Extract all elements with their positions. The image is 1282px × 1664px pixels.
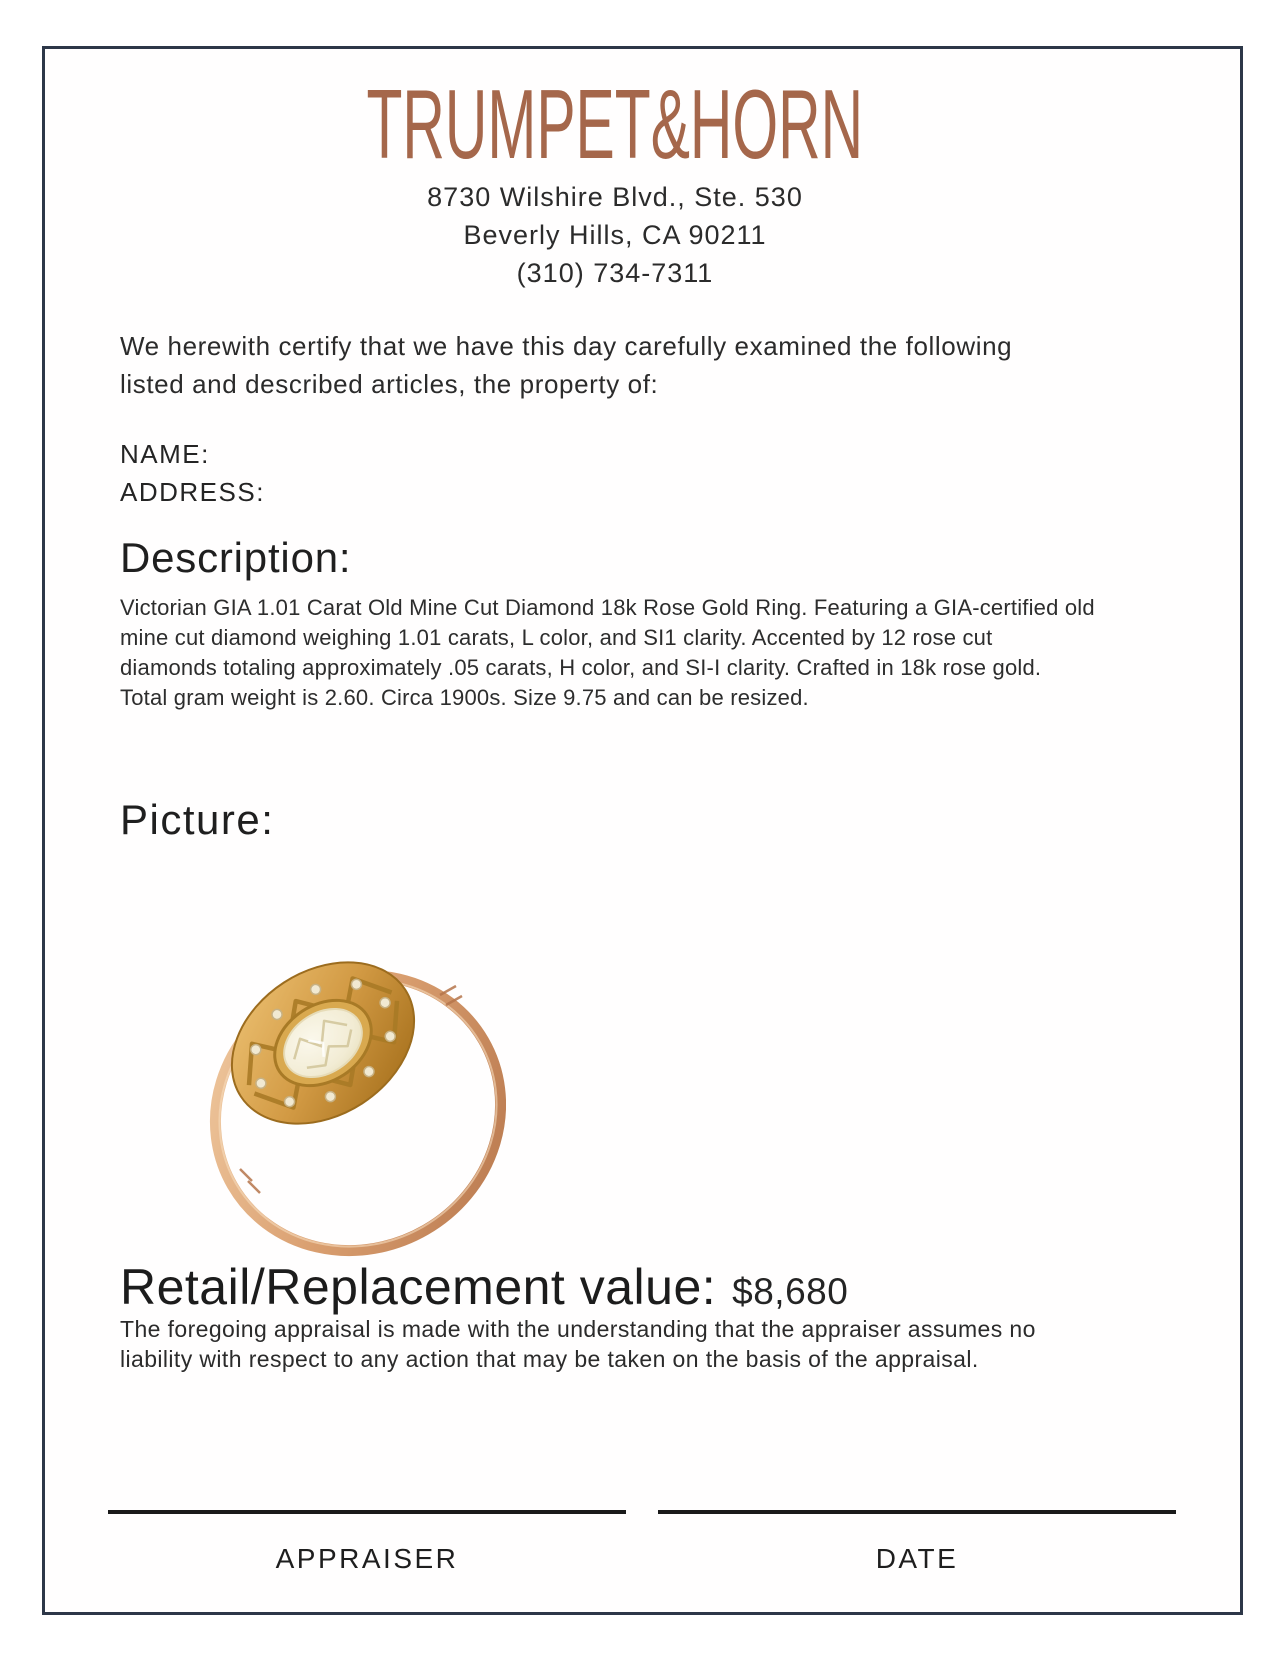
value-row [120, 1259, 1160, 1315]
description-line-1: Victorian GIA 1.01 Carat Old Mine Cut Diamond 18k Rose Gold Ring. Featuring a GIA-certified old [120, 595, 1095, 620]
owner-fields [120, 435, 720, 511]
company-address-line-2: Beverly Hills, CA 90211 [463, 220, 767, 250]
description-line-4: Total gram weight is 2.60. Circa 1900s. Size 9.75 and can be resized. [120, 685, 809, 710]
brand-logo [120, 69, 1110, 179]
appraiser-label: APPRAISER [275, 1543, 459, 1574]
appraiser-signature-line [108, 1510, 626, 1514]
date-signature-line [658, 1510, 1176, 1514]
description-line-2: mine cut diamond weighing 1.01 carats, L color, and SI1 clarity. Accented by 12 rose cut [120, 625, 993, 650]
certification-line-2: listed and described articles, the property of: [120, 369, 659, 399]
certification-statement [120, 327, 1130, 403]
picture-heading: Picture: [120, 796, 275, 843]
owner-address-label: ADDRESS: [120, 477, 265, 507]
disclaimer-line-2: liability with respect to any action that may be taken on the basis of the appraisal. [120, 1346, 979, 1372]
owner-name-label: NAME: [120, 439, 210, 469]
value-amount: $8,680 [732, 1271, 849, 1312]
date-label: DATE [875, 1543, 959, 1574]
disclaimer-line-1: The foregoing appraisal is made with the understanding that the appraiser assumes no [120, 1316, 1036, 1342]
ring-photo [208, 943, 506, 1257]
company-address-line-1: 8730 Wilshire Blvd., Ste. 530 [427, 182, 803, 212]
brand-logo-text: TRUMPET&HORN [366, 69, 864, 179]
company-address-block [120, 178, 1110, 292]
company-phone: (310) 734-7311 [516, 258, 714, 288]
disclaimer-text [120, 1314, 1150, 1374]
rose-gold-diamond-ring-image [208, 943, 506, 1257]
description-text [120, 593, 1150, 713]
description-line-3: diamonds totaling approximately .05 carats, H color, and SI-I clarity. Crafted in 18k rose gold. [120, 655, 1042, 680]
value-label: Retail/Replacement value: [120, 1259, 717, 1315]
description-heading: Description: [120, 534, 352, 581]
certification-line-1: We herewith certify that we have this day carefully examined the following [120, 331, 1013, 361]
